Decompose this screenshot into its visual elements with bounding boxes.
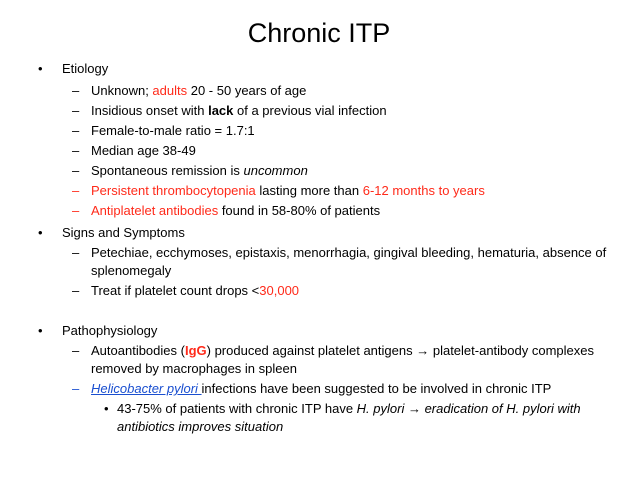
patho-item-2: Helicobacter pylori infections have been suggested to be involved in chronic ITP (91, 381, 552, 396)
bullet: • (38, 61, 43, 76)
signs-item-2: Treat if platelet count drops <30,000 (91, 283, 300, 298)
patho-item-1-line-1: Autoantibodies (IgG) produced against platelet antigens → platelet-antibody complexes (91, 343, 594, 358)
patho-subitem-line-1: 43-75% of patients with chronic ITP have H. pylori → eradication of H. pylori with (117, 401, 581, 416)
dash: – (72, 103, 80, 118)
dash: – (72, 183, 80, 198)
dash: – (72, 123, 80, 138)
etiology-item-6: Persistent thrombocytopenia lasting more than 6-12 months to years (91, 183, 485, 198)
dash: – (72, 143, 80, 158)
etiology-item-3: Female-to-male ratio = 1.7:1 (91, 123, 255, 138)
patho-item-1-line-2: removed by macrophages in spleen (91, 361, 297, 376)
etiology-item-1: Unknown; adults 20 - 50 years of age (91, 83, 307, 98)
bullet: • (38, 323, 43, 338)
sub-bullet: • (104, 401, 109, 416)
etiology-item-7: Antiplatelet antibodies found in 58-80% of patients (91, 203, 381, 218)
bullet: • (38, 225, 43, 240)
dash: – (72, 343, 80, 358)
right-arrow-icon: → (407, 401, 421, 416)
slide-title: Chronic ITP (247, 18, 391, 48)
patho-subitem-line-2: antibiotics improves situation (117, 419, 284, 434)
h-pylori-link[interactable]: Helicobacter pylori (91, 381, 202, 396)
dash: – (72, 245, 80, 260)
dash: – (72, 203, 80, 218)
dash: – (72, 283, 80, 298)
etiology-item-2: Insidious onset with lack of a previous vial infection (91, 103, 387, 118)
etiology-item-5: Spontaneous remission is uncommon (91, 163, 308, 178)
etiology-item-4: Median age 38-49 (91, 143, 196, 158)
etiology-heading: Etiology (62, 61, 109, 76)
signs-item-1-line-2: splenomegaly (91, 263, 172, 278)
patho-heading: Pathophysiology (62, 323, 158, 338)
dash: – (72, 381, 80, 396)
right-arrow-icon: → (416, 343, 430, 358)
signs-heading: Signs and Symptoms (62, 225, 185, 240)
dash: – (72, 163, 80, 178)
dash: – (72, 83, 80, 98)
signs-item-1-line-1: Petechiae, ecchymoses, epistaxis, menorrhagia, gingival bleeding, hematuria, absence of (91, 245, 607, 260)
